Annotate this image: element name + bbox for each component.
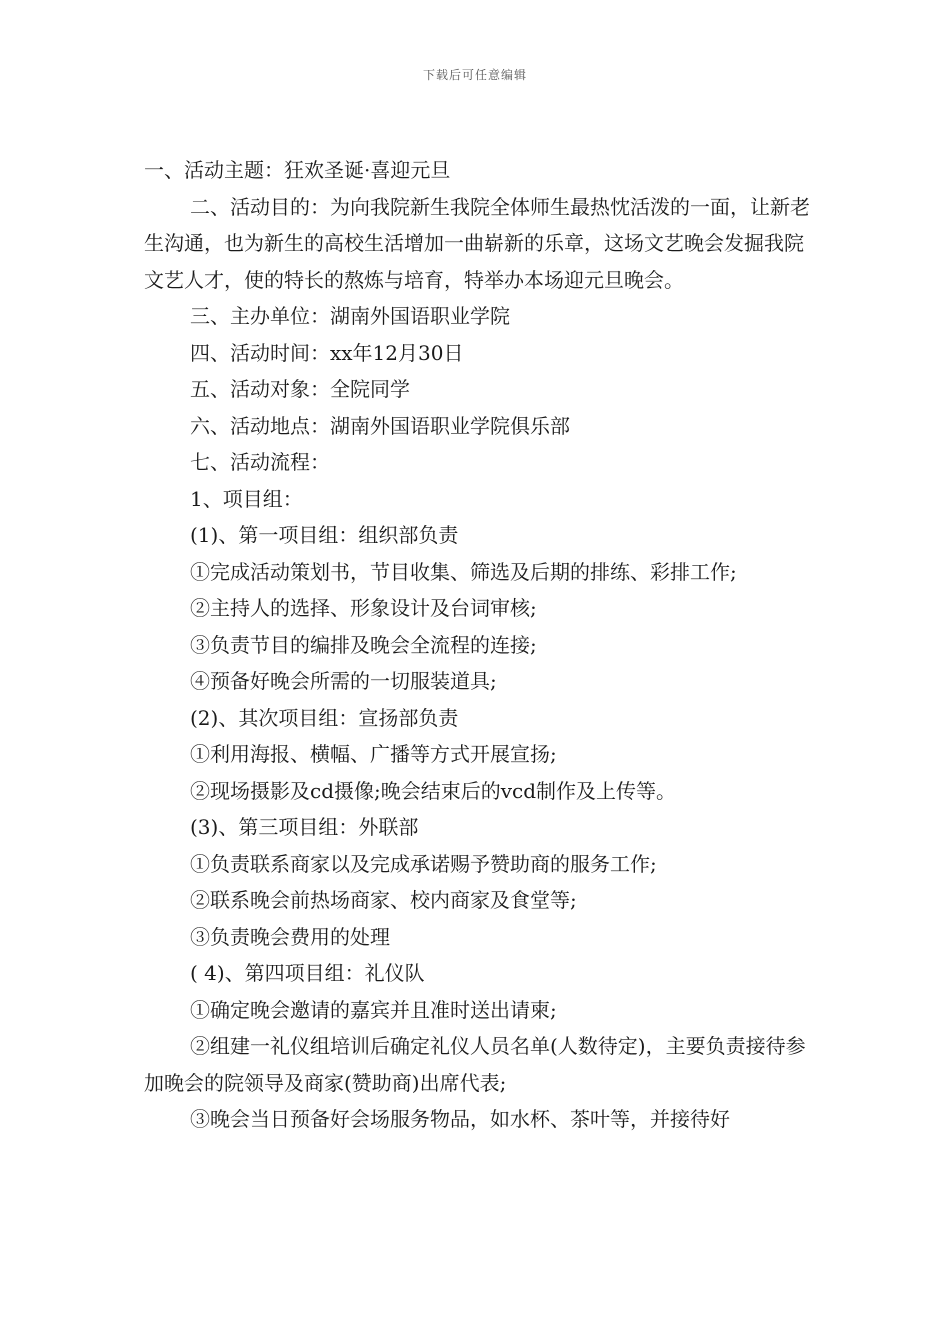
paragraph: ①负责联系商家以及完成承诺赐予赞助商的服务工作;	[190, 851, 657, 876]
paragraph: (2)、其次项目组：宣扬部负责	[190, 705, 459, 730]
paragraph: (3)、第三项目组：外联部	[190, 815, 419, 839]
paragraph: 五、活动对象：全院同学	[190, 377, 410, 401]
paragraph: ③负责节目的编排及晚会全流程的连接;	[190, 632, 537, 657]
paragraph: ①完成活动策划书，节目收集、筛选及后期的排练、彩排工作;	[190, 559, 737, 584]
paragraph: ④预备好晚会所需的一切服装道具;	[190, 669, 497, 693]
paragraph: ②组建一礼仪组培训后确定礼仪人员名单(人数待定)，主要负责接待参加晚会的院领导及商家(赞助商)出席代表;	[144, 1034, 806, 1095]
document-body	[144, 152, 812, 1138]
paragraph: ③晚会当日预备好会场服务物品，如水杯、茶叶等，并接待好	[190, 1107, 730, 1131]
paragraph: (1)、第一项目组：组织部负责	[190, 523, 459, 547]
paragraph: 二、活动目的：为向我院新生我院全体师生最热忱活泼的一面，让新老生沟通，也为新生的高校生活增加一曲崭新的乐章，这场文艺晚会发掘我院文艺人才，使的特长的熬炼与培育，特举办本场迎元旦晚会。	[144, 194, 810, 292]
paragraph: 六、活动地点：湖南外国语职业学院俱乐部	[190, 413, 570, 438]
paragraph: ②现场摄影及cd摄像;晚会结束后的vcd制作及上传等。	[190, 778, 677, 803]
paragraph: 七、活动流程：	[190, 450, 330, 474]
paragraph: ②主持人的选择、形象设计及台词审核;	[190, 596, 537, 620]
paragraph: ①利用海报、横幅、广播等方式开展宣扬;	[190, 742, 557, 766]
paragraph: ③负责晚会费用的处理	[190, 924, 390, 949]
paragraph: 一、活动主题：狂欢圣诞·喜迎元旦	[144, 158, 451, 182]
page-header: 下载后可任意编辑	[422, 68, 527, 82]
paragraph: 四、活动时间：xx年12月30日	[190, 340, 464, 365]
paragraph: 1、项目组：	[190, 486, 303, 511]
paragraph: ( 4)、第四项目组：礼仪队	[190, 961, 425, 985]
paragraph: ①确定晚会邀请的嘉宾并且准时送出请柬;	[190, 997, 557, 1022]
paragraph: 三、主办单位：湖南外国语职业学院	[190, 304, 510, 328]
paragraph: ②联系晚会前热场商家、校内商家及食堂等;	[190, 888, 577, 912]
